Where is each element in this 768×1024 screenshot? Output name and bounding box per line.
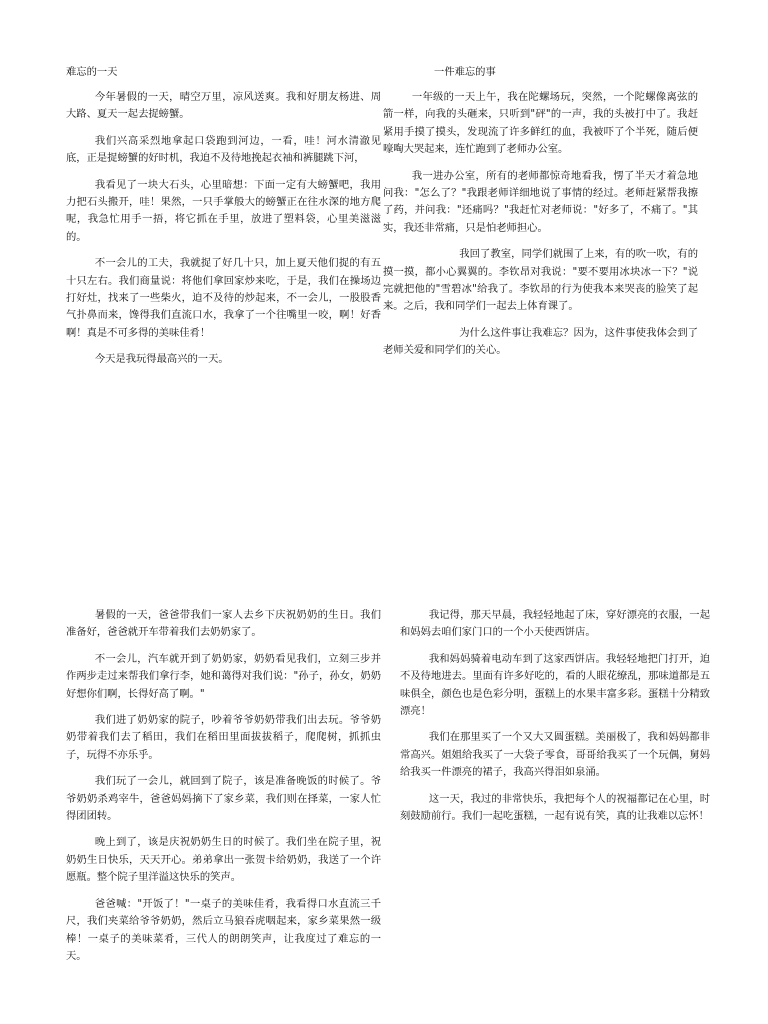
paragraph: 一年级的一天上午，我在陀螺场玩，突然，一个陀螺像离弦的箭一样，向我的头砸来，只听到"砰"的一声，我的头被打中了。我赶紧用手摸了摸头，发现流了许多鲜红的血，我被吓了个半死，随后便嚎啕大哭起来，连忙跑到了老师办公室。 bbox=[383, 91, 698, 156]
essay-title-memorable-event: 一件难忘的事 bbox=[434, 66, 496, 78]
paragraph: 爸爸喊："开饭了！"一桌子的美味佳肴，我看得口水直流三千尺，我们夹菜给爷爷奶奶，然后立马狼吞虎咽起来，家乡菜果然一级棒！一桌子的美味菜肴，三代人的朗朗笑声，让我度过了难忘的一天。 bbox=[66, 897, 381, 962]
essay-bottom-right bbox=[400, 607, 710, 834]
paragraph: 我们玩了一会儿，就回到了院子，该是准备晚饭的时候了。爷爷奶奶杀鸡宰牛，爸爸妈妈摘下了家乡菜，我们则在择菜，一家人忙得团团转。 bbox=[66, 775, 381, 823]
paragraph: 我回了教室，同学们就围了上来，有的吹一吹，有的摸一摸，都小心翼翼的。李钦昂对我说："要不要用冰块冰一下？"说完就把他的"雪碧冰"给我了。李钦昂的行为使我本来哭丧的脸笑了起来。之后，我和同学们一起去上体育课了。 bbox=[383, 248, 698, 313]
paragraph: 我看见了一块大石头，心里暗想：下面一定有大螃蟹吧，我用力把石头搬开，哇！果然，一只手掌般大的螃蟹正在往水深的地方爬呢，我急忙用手一捂，将它抓在手里，放进了塑料袋，心里美滋滋的。 bbox=[66, 178, 381, 243]
paragraph: 晚上到了，该是庆祝奶奶生日的时候了。我们坐在院子里，祝奶奶生日快乐，天天开心。弟弟拿出一张贺卡给奶奶，我送了一个许愿瓶。整个院子里洋溢这快乐的笑声。 bbox=[66, 836, 381, 884]
paragraph: 我们在那里买了一个又大又圆蛋糕。美丽极了，我和妈妈都非常高兴。姐姐给我买了一大袋子零食，哥哥给我买了一个玩偶，舅妈给我买一件漂亮的裙子，我高兴得泪如泉涌。 bbox=[400, 731, 710, 779]
paragraph: 我们兴高采烈地拿起口袋跑到河边，一看，哇！河水清澈见底，正是捉螃蟹的好时机，我迫不及待地挽起衣袖和裤腿跳下河， bbox=[66, 134, 381, 165]
paragraph: 我们进了奶奶家的院子，吵着爷爷奶奶带我们出去玩。爷爷奶奶带着我们去了稻田，我们在稻田里面拔拔稻子，爬爬树，抓抓虫子，玩得不亦乐乎。 bbox=[66, 714, 381, 761]
essay-top-left bbox=[66, 89, 381, 378]
paragraph: 今天是我玩得最高兴的一天。 bbox=[94, 353, 229, 366]
essay-title-memorable-day: 难忘的一天 bbox=[66, 66, 118, 78]
paragraph: 我一进办公室，所有的老师都惊奇地看我，愣了半天才着急地问我："怎么了？"我跟老师详细地说了事情的经过。老师赶紧帮我擦了药，并问我："还痛吗？"我赶忙对老师说："好多了，不痛了。"其实，我还非常痛，只是怕老师担心。 bbox=[383, 169, 698, 234]
paragraph: 我和妈妈骑着电动车到了这家西饼店。我轻轻地把门打开，迫不及待地进去。里面有许多好吃的，看的人眼花缭乱，那味道都是五味俱全，颜色也是色彩分明，蛋糕上的水果丰富多彩。蛋糕十分精致漂亮！ bbox=[400, 652, 710, 718]
paragraph: 不一会儿的工夫，我就捉了好几十只，加上夏天他们捉的有五十只左右。我们商量说：将他们拿回家炒来吃，于是，我们在操场边打好灶，找来了一些柴火，迫不及待的炒起来，不一会儿，一股股香气扑鼻而来，馋得我们直流口水，我拿了一个往嘴里一咬，啊！好香啊！真是不可多得的美味佳肴！ bbox=[66, 257, 381, 339]
paragraph: 今年暑假的一天，晴空万里，凉风送爽。我和好朋友杨进、周大路、夏天一起去捉螃蟹。 bbox=[66, 91, 381, 121]
paragraph: 这一天，我过的非常快乐，我把每个人的祝福都记在心里，时刻鼓励前行。我们一起吃蛋糕，一起有说有笑，真的让我难以忘怀！ bbox=[400, 792, 710, 823]
paragraph: 我记得，那天早晨，我轻轻地起了床，穿好漂亮的衣服，一起和妈妈去咱们家门口的一个小天使西饼店。 bbox=[400, 609, 710, 639]
paragraph: 为什么这件事让我难忘？因为，这件事使我体会到了老师关爱和同学们的关心。 bbox=[383, 326, 698, 357]
paragraph: 暑假的一天，爸爸带我们一家人去乡下庆祝奶奶的生日。我们准备好，爸爸就开车带着我们去奶奶家了。 bbox=[66, 609, 381, 639]
paragraph: 不一会儿，汽车就开到了奶奶家，奶奶看见我们，立刻三步并作两步走过来帮我们拿行李，她和蔼得对我们说："孙子，孙女，奶奶好想你们啊，长得好高了啊。" bbox=[66, 652, 381, 700]
essay-bottom-left bbox=[66, 607, 381, 974]
essay-top-right bbox=[383, 89, 698, 369]
